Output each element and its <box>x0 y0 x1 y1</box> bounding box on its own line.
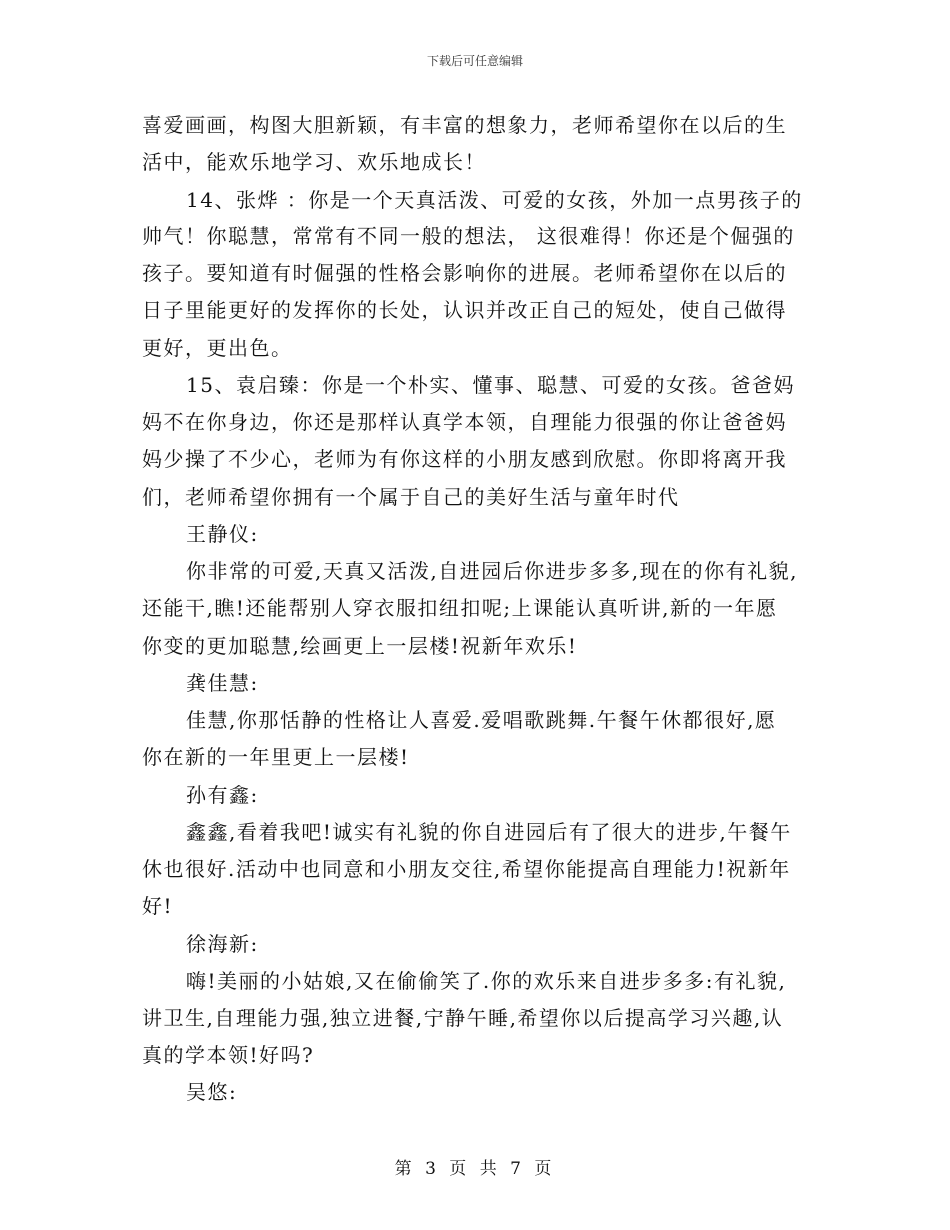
paragraph-line: 休也很好.活动中也同意和小朋友交往,希望你能提高自理能力!祝新年 <box>142 857 791 881</box>
paragraph-line: 日子里能更好的发挥你的长处，认识并改正自己的短处，使自己做得 <box>142 298 787 322</box>
page-header: 下载后可任意编辑 <box>426 54 523 68</box>
paragraph-line: 你非常的可爱,天真又活泼,自进园后你进步多多,现在的你有礼貌, <box>186 559 798 583</box>
paragraph-line: 嗨!美丽的小姑娘,又在偷偷笑了.你的欢乐来自进步多多:有礼貌, <box>186 969 787 993</box>
paragraph-line: 帅气！你聪慧，常常有不同一般的想法， 这很难得！你还是个倔强的 <box>142 224 795 248</box>
paragraph-line: 活中，能欢乐地学习、欢乐地成长！ <box>142 150 486 174</box>
paragraph-line: 鑫鑫,看着我吧!诚实有礼貌的你自进园后有了很大的进步,午餐午 <box>186 820 792 844</box>
paragraph-line: 讲卫生,自理能力强,独立进餐,宁静午睡,希望你以后提高学习兴趣,认 <box>142 1006 784 1030</box>
paragraph-line: 15、袁启臻：你是一个朴实、懂事、聪慧、可爱的女孩。爸爸妈 <box>186 373 795 397</box>
student-name: 孙有鑫: <box>186 783 259 807</box>
paragraph-line: 妈少操了不少心，老师为有你这样的小朋友感到欣慰。你即将离开我 <box>142 447 787 471</box>
paragraph-line: 你在新的一年里更上一层楼! <box>142 745 410 769</box>
paragraph-line: 妈不在你身边，你还是那样认真学本领，自理能力很强的你让爸爸妈 <box>142 410 787 434</box>
paragraph-line: 们，老师希望你拥有一个属于自己的美好生活与童年时代 <box>142 485 680 509</box>
paragraph-line: 14、张烨 ：你是一个天真活泼、可爱的女孩，外加一点男孩子的 <box>186 188 803 212</box>
paragraph-line: 孩子。要知道有时倔强的性格会影响你的进展。老师希望你在以后的 <box>142 261 787 285</box>
paragraph-line: 喜爱画画，构图大胆新颖，有丰富的想象力，老师希望你在以后的生 <box>142 113 787 137</box>
paragraph-line: 更好，更出色。 <box>142 336 293 360</box>
paragraph-line: 真的学本领!好吗? <box>142 1043 315 1067</box>
paragraph-line: 佳慧,你那恬静的性格让人喜爱.爱唱歌跳舞.午餐午休都很好,愿 <box>186 708 777 732</box>
paragraph-line: 你变的更加聪慧,绘画更上一层楼!祝新年欢乐! <box>142 634 578 658</box>
student-name: 徐海新: <box>186 932 259 956</box>
page-footer: 第 3 页 共 7 页 <box>394 1159 556 1179</box>
paragraph-line: 还能干,瞧!还能帮别人穿衣服扣纽扣呢;上课能认真听讲,新的一年愿 <box>142 596 778 620</box>
paragraph-line: 好! <box>142 894 174 918</box>
student-name: 王静仪: <box>186 522 259 546</box>
student-name: 龚佳慧: <box>186 671 259 695</box>
student-name: 吴悠: <box>186 1080 238 1104</box>
